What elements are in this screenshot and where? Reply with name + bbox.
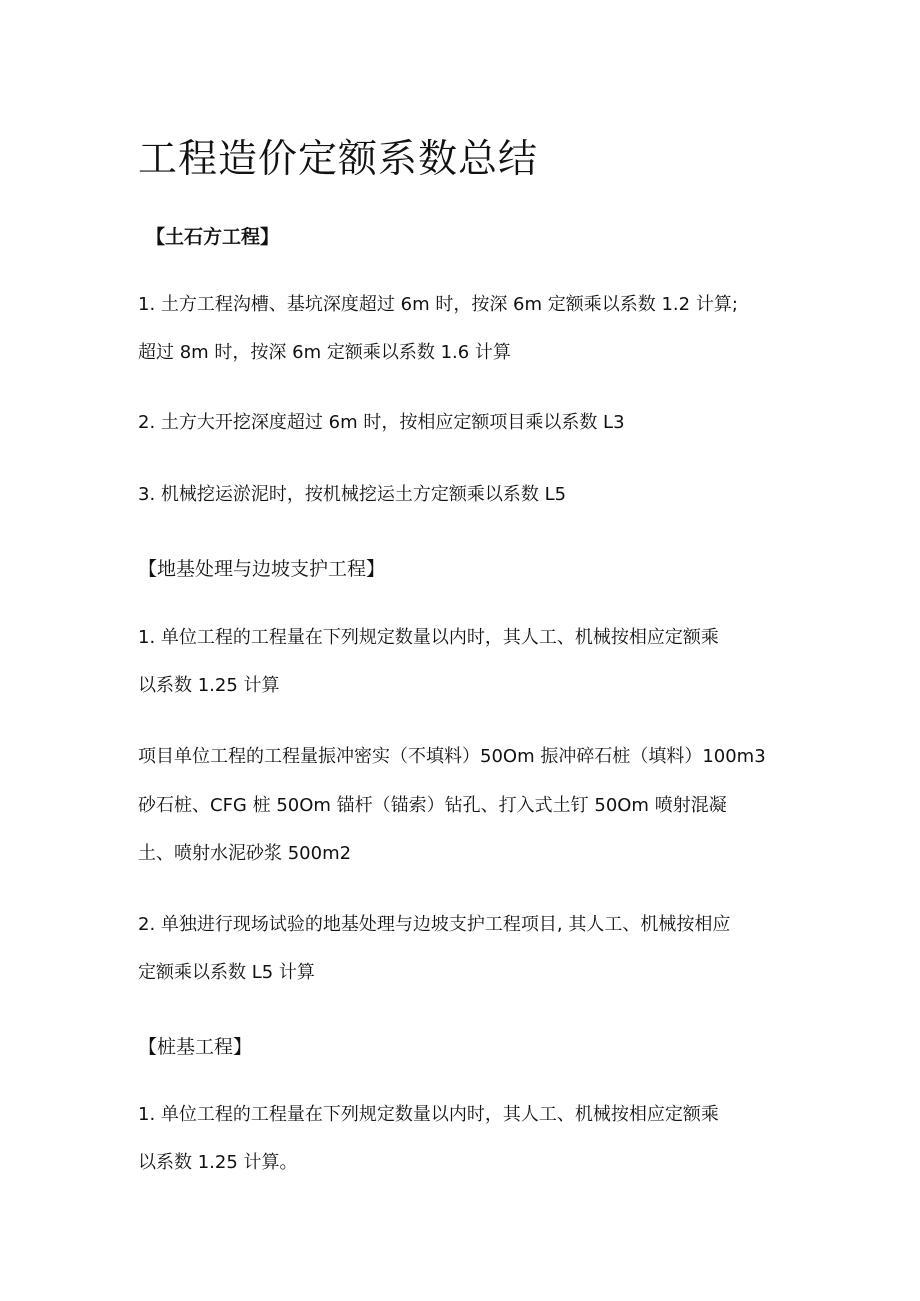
foundation-item-1-line-2: 以系数 1.25 计算 (138, 675, 280, 696)
document-title: 工程造价定额系数总结 (138, 137, 539, 182)
earthwork-item-2: 2. 土方大开挖深度超过 6m 时，按相应定额项目乘以系数 L3 (138, 412, 625, 433)
foundation-item-2-line-1: 2. 单独进行现场试验的地基处理与边坡支护工程项目, 其人工、机械按相应 (138, 914, 731, 935)
earthwork-item-1-line-2: 超过 8m 时，按深 6m 定额乘以系数 1.6 计算 (138, 342, 511, 363)
section-heading-earthwork: 【土石方工程】 (146, 226, 280, 248)
pile-item-1-line-2: 以系数 1.25 计算。 (138, 1152, 298, 1173)
foundation-table-line-3: 土、喷射水泥砂浆 500m2 (138, 843, 352, 864)
section-heading-foundation-slope: 【地基处理与边坡支护工程】 (138, 558, 386, 580)
foundation-table-line-2: 砂石桩、CFG 桩 50Om 锚杆（锚索）钻孔、打入式土钉 50Om 喷射混凝 (138, 795, 727, 816)
pile-item-1-line-1: 1. 单位工程的工程量在下列规定数量以内时，其人工、机械按相应定额乘 (138, 1104, 719, 1125)
foundation-item-2-line-2: 定额乘以系数 L5 计算 (138, 962, 315, 983)
foundation-table-line-1: 项目单位工程的工程量振冲密实（不填料）50Om 振冲碎石桩（填料）100m3 (138, 746, 766, 767)
earthwork-item-3: 3. 机械挖运淤泥时，按机械挖运土方定额乘以系数 L5 (138, 484, 567, 505)
section-heading-pile-foundation: 【桩基工程】 (138, 1036, 253, 1058)
foundation-item-1-line-1: 1. 单位工程的工程量在下列规定数量以内时，其人工、机械按相应定额乘 (138, 627, 719, 648)
earthwork-item-1-line-1: 1. 土方工程沟槽、基坑深度超过 6m 时，按深 6m 定额乘以系数 1.2 计算; (138, 294, 738, 315)
